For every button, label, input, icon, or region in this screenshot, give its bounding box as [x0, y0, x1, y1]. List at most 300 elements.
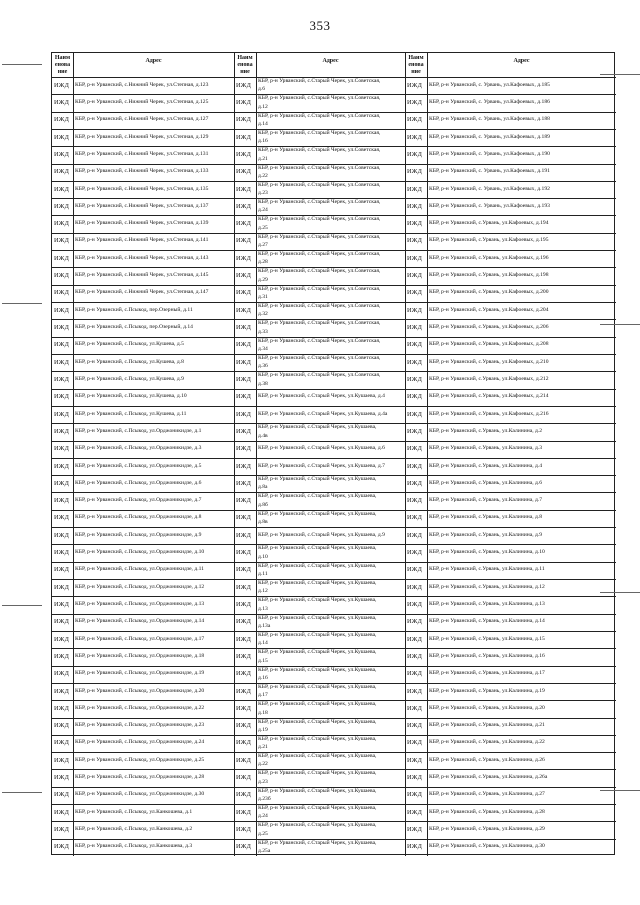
- row-type: ИЖД: [407, 704, 423, 712]
- row-type: ИЖД: [54, 445, 70, 453]
- row-address: КБР, р-н Урванский, с.Урвань, ул.Кафоевых, д.198: [429, 272, 549, 279]
- row-address: КБР, р-н Урванский, с.Урвань, ул.Кафоевых, д.206: [429, 324, 549, 330]
- row-address: КБР, р-н Урванский, с.Псыкод, ул.Орджоникидзе, д.8: [75, 514, 202, 521]
- row-address: КБР, р-н Урванский, с.Старый Черек, ул.Кушаева,: [258, 545, 377, 552]
- row-address-cont: д.22: [258, 172, 268, 179]
- row-type: ИЖД: [54, 722, 70, 730]
- row-address: КБР, р-н Урванский, с.Старый Черек, ул.Кушаева,: [258, 666, 377, 673]
- row-address: КБР, р-н Урванский, с.Урвань, ул.Калинина, д.7: [429, 497, 543, 504]
- row-type: ИЖД: [54, 514, 70, 522]
- row-address: КБР, р-н Урванский, с. Урвань, ул.Кафоевых, д.191: [429, 168, 550, 175]
- row-address: КБР, р-н Урванский, с.Псыкод, ул.Канкошева, д.2: [75, 826, 193, 833]
- row-type: ИЖД: [236, 375, 252, 383]
- row-type: ИЖД: [407, 272, 423, 280]
- row-type: ИЖД: [54, 462, 70, 470]
- address-table: [51, 52, 615, 855]
- row-type: ИЖД: [236, 306, 252, 314]
- row-address: КБР, р-н Урванский, с.Старый Черек, ул.Советская,: [258, 251, 381, 258]
- row-address: КБР, р-н Урванский, с.Псыкод, ул.Кушева, д.5: [75, 341, 184, 348]
- row-address: КБР, р-н Урванский, с.Старый Черек, ул.Кушаева,: [258, 597, 377, 604]
- row-type: ИЖД: [407, 843, 423, 851]
- row-type: ИЖД: [407, 393, 423, 401]
- row-address: КБР, р-н Урванский, с.Псыкод, ул.Орджоникидзе, д.7: [75, 497, 202, 504]
- row-address: КБР, р-н Урванский, с.Псыкод, ул.Орджоникидзе, д.3: [75, 445, 202, 452]
- row-address-cont: д.27: [258, 242, 268, 249]
- header-type-label: Наим енова ние: [237, 55, 253, 75]
- row-address-cont: д.12: [258, 588, 268, 595]
- row-type: ИЖД: [236, 531, 252, 539]
- row-divider: [52, 406, 616, 407]
- row-address: КБР, р-н Урванский, с.Псыкод, ул.Орджоникидзе, д.17: [75, 635, 205, 642]
- row-type: ИЖД: [54, 168, 70, 176]
- row-type: ИЖД: [236, 393, 252, 401]
- row-type: ИЖД: [236, 168, 252, 176]
- row-type: ИЖД: [236, 843, 252, 851]
- row-type: ИЖД: [236, 445, 252, 453]
- row-address: КБР, р-н Урванский, с.Урвань, ул.Калинина, д.10: [429, 549, 545, 556]
- row-address: КБР, р-н Урванский, с. Урвань, ул.Кафоевых, д.193: [429, 202, 550, 209]
- row-address: КБР, р-н Урванский, с.Старый Черек, ул.Кушаева,: [258, 839, 377, 846]
- row-address: КБР, р-н Урванский, с.Старый Черек, ул.Кушаева, д.4: [258, 393, 385, 400]
- row-address: КБР, р-н Урванский, с.Урвань, ул.Калинина, д.22: [429, 739, 545, 746]
- row-type: ИЖД: [54, 687, 70, 695]
- row-type: ИЖД: [54, 618, 70, 626]
- row-address: КБР, р-н Урванский, с.Урвань, ул.Кафоевых, д.208: [429, 341, 549, 348]
- row-address: КБР, р-н Урванский, с.Урвань, ул.Калинина, д.26а: [429, 774, 548, 781]
- row-address-cont: д.13: [258, 605, 268, 612]
- row-type: ИЖД: [54, 497, 70, 505]
- row-address: КБР, р-н Урванский, с.Псыкод, ул.Кушева, д.8: [75, 358, 184, 365]
- row-type: ИЖД: [236, 341, 252, 349]
- row-address: КБР, р-н Урванский, с.Старый Черек, ул.Советская,: [258, 78, 381, 84]
- row-address: КБР, р-н Урванский, с.Старый Черек, ул.Советская,: [258, 268, 381, 275]
- row-address: КБР, р-н Урванский, с.Псыкод, ул.Орджоникидзе, д.20: [75, 687, 205, 694]
- row-address-cont: д.22: [258, 761, 268, 768]
- row-type: ИЖД: [54, 98, 70, 106]
- row-address: КБР, р-н Урванский, с.Старый Черек, ул.Советская,: [258, 337, 381, 344]
- row-type: ИЖД: [236, 774, 252, 782]
- row-address: КБР, р-н Урванский, с.Урвань, ул.Калинина, д.30: [429, 843, 545, 850]
- row-type: ИЖД: [407, 185, 423, 193]
- row-address: КБР, р-н Урванский, с.Псыкод, ул.Орджоникидзе, д.11: [75, 566, 204, 573]
- row-address: КБР, р-н Урванский, с.Псыкод, ул.Кушева, д.10: [75, 393, 187, 400]
- row-address: КБР, р-н Урванский, с.Урвань, ул.Калинина, д.14: [429, 618, 545, 625]
- row-type: ИЖД: [236, 635, 252, 643]
- row-address: КБР, р-н Урванский, с.Старый Черек, ул.Кушаева,: [258, 493, 377, 500]
- row-address: КБР, р-н Урванский, с.Урвань, ул.Калинина, д.8: [429, 514, 543, 521]
- row-address: КБР, р-н Урванский, с. Урвань, ул.Кафоевых, д.192: [429, 185, 550, 192]
- row-type: ИЖД: [407, 549, 423, 557]
- row-address-cont: д.31: [258, 294, 268, 301]
- row-address: КБР, р-н Урванский, с.Урвань, ул.Калинина, д.9: [429, 531, 543, 538]
- row-address-cont: д.24: [258, 813, 268, 820]
- row-type: ИЖД: [407, 81, 423, 89]
- header-address-label: Адрес: [322, 58, 339, 64]
- row-address-cont: д.19: [258, 726, 268, 733]
- row-address: КБР, р-н Урванский, с.Псыкод, ул.Орджоникидзе, д.19: [75, 670, 205, 677]
- row-address: КБР, р-н Урванский, с.Урвань, ул.Калинина, д.17: [429, 670, 545, 677]
- row-address: КБР, р-н Урванский, с.Урвань, ул.Калинина, д.12: [429, 583, 545, 590]
- row-address: КБР, р-н Урванский, с.Псыкод, ул.Орджоникидзе, д.30: [75, 791, 205, 798]
- row-address: КБР, р-н Урванский, с.Псыкод, ул.Орджоникидзе, д.28: [75, 774, 205, 781]
- row-address: КБР, р-н Урванский, с.Урвань, ул.Кафоевых, д.200: [429, 289, 549, 296]
- row-type: ИЖД: [54, 808, 70, 816]
- row-type: ИЖД: [407, 445, 423, 453]
- row-type: ИЖД: [54, 549, 70, 557]
- row-type: ИЖД: [54, 600, 70, 608]
- row-type: ИЖД: [54, 341, 70, 349]
- row-address-cont: д.4в: [258, 432, 268, 439]
- row-address: КБР, р-н Урванский, с.Псыкод, ул.Орджоникидзе, д.23: [75, 722, 205, 729]
- row-type: ИЖД: [407, 531, 423, 539]
- row-type: ИЖД: [236, 462, 252, 470]
- row-type: ИЖД: [236, 98, 252, 106]
- row-address: КБР, р-н Урванский, с.Старый Черек, ул.Кушаева,: [258, 753, 377, 760]
- row-type: ИЖД: [236, 202, 252, 210]
- row-address-cont: д.34: [258, 345, 268, 352]
- row-address-cont: д.8в: [258, 519, 268, 526]
- row-address-cont: д.33: [258, 328, 268, 335]
- row-type: ИЖД: [236, 81, 252, 89]
- row-type: ИЖД: [236, 272, 252, 280]
- row-address: КБР, р-н Урванский, с.Нижний Черек, ул.Степная, д.145: [75, 272, 209, 279]
- row-type: ИЖД: [236, 514, 252, 522]
- row-address-cont: д.17: [258, 692, 268, 699]
- row-type: ИЖД: [407, 306, 423, 314]
- row-address: КБР, р-н Урванский, с.Старый Черек, ул.Кушаева,: [258, 476, 377, 483]
- row-type: ИЖД: [54, 566, 70, 574]
- row-address-cont: д.10: [258, 553, 268, 560]
- row-address: КБР, р-н Урванский, с.Урвань, ул.Кафоевых, д.216: [429, 410, 549, 417]
- row-type: ИЖД: [236, 756, 252, 764]
- row-address-cont: д.18: [258, 709, 268, 716]
- row-address: КБР, р-н Урванский, с.Старый Черек, ул.Советская,: [258, 164, 381, 171]
- row-address: КБР, р-н Урванский, с.Урвань, ул.Калинина, д.16: [429, 652, 545, 659]
- row-type: ИЖД: [54, 652, 70, 660]
- row-type: ИЖД: [236, 722, 252, 730]
- row-address: КБР, р-н Урванский, с.Урвань, ул.Калинина, д.27: [429, 791, 545, 798]
- row-type: ИЖД: [236, 791, 252, 799]
- row-type: ИЖД: [407, 375, 423, 383]
- row-address: КБР, р-н Урванский, с.Старый Черек, ул.Кушаева,: [258, 683, 377, 690]
- row-type: ИЖД: [54, 774, 70, 782]
- row-type: ИЖД: [407, 133, 423, 141]
- row-type: ИЖД: [54, 306, 70, 314]
- row-address-cont: д.25: [258, 224, 268, 231]
- row-type: ИЖД: [407, 826, 423, 834]
- row-address: КБР, р-н Урванский, с.Старый Черек, ул.Кушаева,: [258, 735, 377, 742]
- row-type: ИЖД: [407, 324, 423, 331]
- row-address: КБР, р-н Урванский, с.Старый Черек, ул.Кушаева,: [258, 701, 377, 708]
- row-address: КБР, р-н Урванский, с.Псыкод, ул.Кушева, д.11: [75, 410, 187, 417]
- row-type: ИЖД: [407, 670, 423, 678]
- row-type: ИЖД: [54, 254, 70, 262]
- row-type: ИЖД: [54, 427, 70, 435]
- row-type: ИЖД: [407, 462, 423, 470]
- row-address-cont: д.11: [258, 571, 268, 578]
- row-type: ИЖД: [407, 497, 423, 505]
- row-address: КБР, р-н Урванский, с.Старый Черек, ул.Советская,: [258, 199, 381, 206]
- row-address: КБР, р-н Урванский, с.Нижний Черек, ул.Степная, д.147: [75, 289, 209, 296]
- row-type: ИЖД: [236, 116, 252, 124]
- row-address: КБР, р-н Урванский, с.Урвань, ул.Калинина, д.26: [429, 756, 545, 763]
- row-type: ИЖД: [407, 722, 423, 730]
- row-address: КБР, р-н Урванский, с.Нижний Черек, ул.Степная, д.143: [75, 254, 209, 261]
- row-address: КБР, р-н Урванский, с.Старый Черек, ул.Советская,: [258, 181, 381, 188]
- row-address-cont: д.28: [258, 259, 268, 266]
- row-type: ИЖД: [236, 618, 252, 626]
- row-type: ИЖД: [54, 358, 70, 366]
- row-type: ИЖД: [407, 479, 423, 487]
- row-address: КБР, р-н Урванский, с.Старый Черек, ул.Советская,: [258, 372, 381, 379]
- row-address: КБР, р-н Урванский, с.Старый Черек, ул.Советская,: [258, 112, 381, 119]
- row-type: ИЖД: [54, 116, 70, 124]
- row-type: ИЖД: [407, 583, 423, 591]
- scan-mark: [600, 324, 640, 325]
- row-address: КБР, р-н Урванский, с. Урвань, ул.Кафоевых, д.188: [429, 116, 550, 123]
- row-type: ИЖД: [54, 150, 70, 158]
- row-type: ИЖД: [54, 393, 70, 401]
- row-address: КБР, р-н Урванский, с.Урвань, ул.Калинина, д.19: [429, 687, 545, 694]
- row-address-cont: д.29: [258, 276, 268, 283]
- row-address: КБР, р-н Урванский, с.Старый Черек, ул.Кушаева,: [258, 649, 377, 656]
- row-type: ИЖД: [236, 185, 252, 193]
- row-type: ИЖД: [54, 756, 70, 764]
- row-address: КБР, р-н Урванский, с.Псыкод, ул.Орджоникидзе, д.14: [75, 618, 205, 625]
- row-type: ИЖД: [54, 791, 70, 799]
- row-type: ИЖД: [236, 324, 252, 331]
- row-address: КБР, р-н Урванский, с.Нижний Черек, ул.Степная, д.135: [75, 185, 209, 192]
- header-address-label: Адрес: [145, 58, 162, 64]
- row-type: ИЖД: [407, 635, 423, 643]
- header-type-label: Наим енова ние: [408, 55, 424, 75]
- row-address: КБР, р-н Урванский, с.Нижний Черек, ул.Степная, д.127: [75, 116, 209, 123]
- row-address: КБР, р-н Урванский, с.Псыкод, ул.Орджоникидзе, д.13: [75, 600, 205, 607]
- row-type: ИЖД: [236, 289, 252, 297]
- row-type: ИЖД: [54, 185, 70, 193]
- row-type: ИЖД: [54, 739, 70, 747]
- row-type: ИЖД: [236, 826, 252, 834]
- row-address-cont: д.8а: [258, 484, 268, 491]
- row-type: ИЖД: [407, 289, 423, 297]
- row-address: КБР, р-н Урванский, с.Псыкод, ул.Канкошева, д.1: [75, 808, 193, 815]
- row-address: КБР, р-н Урванский, с.Старый Черек, ул.Кушаева, д.7: [258, 462, 385, 469]
- row-address: КБР, р-н Урванский, с.Старый Черек, ул.Кушаева,: [258, 424, 377, 431]
- row-address: КБР, р-н Урванский, с.Урвань, ул.Калинина, д.21: [429, 722, 545, 729]
- row-address: КБР, р-н Урванский, с.Старый Черек, ул.Кушаева,: [258, 580, 377, 587]
- row-type: ИЖД: [54, 220, 70, 228]
- row-divider: [52, 441, 616, 442]
- row-address-cont: д.38: [258, 380, 268, 387]
- row-type: ИЖД: [407, 202, 423, 210]
- scan-mark: [600, 592, 640, 593]
- row-address-cont: д.6: [258, 86, 266, 93]
- row-type: ИЖД: [236, 600, 252, 608]
- row-address: КБР, р-н Урванский, с.Старый Черек, ул.Советская,: [258, 320, 381, 327]
- row-address-cont: д.12: [258, 103, 268, 110]
- row-type: ИЖД: [236, 670, 252, 678]
- row-address: КБР, р-н Урванский, с.Урвань, ул.Кафоевых, д.204: [429, 306, 549, 313]
- row-address-cont: д.36: [258, 363, 268, 370]
- row-address: КБР, р-н Урванский, с.Урвань, ул.Калинина, д.15: [429, 635, 545, 642]
- row-type: ИЖД: [236, 133, 252, 141]
- row-type: ИЖД: [54, 202, 70, 210]
- row-type: ИЖД: [54, 670, 70, 678]
- row-type: ИЖД: [236, 652, 252, 660]
- row-type: ИЖД: [236, 704, 252, 712]
- row-address: КБР, р-н Урванский, с.Нижний Черек, ул.Степная, д.137: [75, 202, 209, 209]
- row-type: ИЖД: [54, 81, 70, 89]
- row-address-cont: д.14: [258, 640, 268, 647]
- row-address-cont: д.23: [258, 778, 268, 785]
- row-address: КБР, р-н Урванский, с.Старый Черек, ул.Советская,: [258, 216, 381, 223]
- row-type: ИЖД: [54, 289, 70, 297]
- row-type: ИЖД: [54, 410, 70, 418]
- row-address: КБР, р-н Урванский, с.Старый Черек, ул.Кушаева,: [258, 822, 377, 829]
- row-type: ИЖД: [236, 254, 252, 262]
- row-address: КБР, р-н Урванский, с.Урвань, ул.Калинина, д.3: [429, 445, 543, 452]
- row-address: КБР, р-н Урванский, с.Старый Черек, ул.Кушаева, д.6: [258, 445, 385, 452]
- row-address: КБР, р-н Урванский, с.Псыкод, ул.Орджоникидзе, д.10: [75, 549, 205, 556]
- header-type-label: Наим енова ние: [54, 55, 71, 75]
- row-address-cont: д.25: [258, 830, 268, 837]
- row-address: КБР, р-н Урванский, с.Урвань, ул.Калинина, д.13: [429, 600, 545, 607]
- scan-mark: [600, 74, 640, 75]
- row-address: КБР, р-н Урванский, с.Урвань, ул.Калинина, д.29: [429, 826, 545, 833]
- row-address: КБР, р-н Урванский, с.Нижний Черек, ул.Степная, д.123: [75, 81, 209, 88]
- scan-mark: [2, 605, 42, 606]
- row-address: КБР, р-н Урванский, с.Старый Черек, ул.Советская,: [258, 354, 381, 361]
- row-address: КБР, р-н Урванский, с.Псыкод, ул.Орджоникидзе, д.24: [75, 739, 205, 746]
- page-number: 353: [309, 18, 331, 33]
- row-address: КБР, р-н Урванский, с.Псыкод, ул.Орджоникидзе, д.22: [75, 704, 205, 711]
- row-address: КБР, р-н Урванский, с.Урвань, ул.Кафоевых, д.214: [429, 393, 549, 400]
- row-divider: [52, 527, 616, 528]
- row-address-cont: д.24: [258, 207, 268, 214]
- row-address-cont: д.15: [258, 657, 268, 664]
- row-address-cont: д.21: [258, 744, 268, 751]
- row-type: ИЖД: [407, 358, 423, 366]
- row-type: ИЖД: [236, 358, 252, 366]
- row-address-cont: д.14: [258, 120, 268, 127]
- row-address: КБР, р-н Урванский, с.Урвань, ул.Калинина, д.6: [429, 479, 543, 486]
- row-divider: [52, 389, 616, 390]
- row-address: КБР, р-н Урванский, с.Урвань, ул.Калинина, д.28: [429, 808, 545, 815]
- row-type: ИЖД: [407, 514, 423, 522]
- row-type: ИЖД: [407, 618, 423, 626]
- row-type: ИЖД: [407, 566, 423, 574]
- row-type: ИЖД: [54, 237, 70, 245]
- row-address-cont: д.16: [258, 674, 268, 681]
- row-type: ИЖД: [407, 808, 423, 816]
- row-address: КБР, р-н Урванский, с.Старый Черек, ул.Кушаева,: [258, 718, 377, 725]
- row-address: КБР, р-н Урванский, с.Старый Черек, ул.Кушаева,: [258, 562, 377, 569]
- row-address: КБР, р-н Урванский, с.Нижний Черек, ул.Степная, д.141: [75, 237, 209, 244]
- row-divider: [52, 458, 616, 459]
- row-type: ИЖД: [407, 600, 423, 608]
- row-address: КБР, р-н Урванский, с.Старый Черек, ул.Кушаева,: [258, 631, 377, 638]
- header-address-label: Адрес: [513, 58, 530, 64]
- row-type: ИЖД: [407, 237, 423, 245]
- row-type: ИЖД: [54, 375, 70, 383]
- row-type: ИЖД: [407, 254, 423, 262]
- row-address: КБР, р-н Урванский, с.Псыкод, ул.Орджоникидзе, д.25: [75, 756, 205, 763]
- row-type: ИЖД: [236, 410, 252, 418]
- row-address-cont: д.25а: [258, 848, 271, 854]
- row-type: ИЖД: [407, 791, 423, 799]
- row-address: КБР, р-н Урванский, с.Нижний Черек, ул.Степная, д.131: [75, 150, 209, 157]
- row-type: ИЖД: [407, 756, 423, 764]
- row-address: КБР, р-н Урванский, с.Старый Черек, ул.Кушаева,: [258, 787, 377, 794]
- row-type: ИЖД: [407, 774, 423, 782]
- row-address: КБР, р-н Урванский, с.Псыкод, ул.Орджоникидзе, д.6: [75, 479, 202, 486]
- row-type: ИЖД: [407, 150, 423, 158]
- scan-mark: [2, 303, 42, 304]
- row-address: КБР, р-н Урванский, с.Старый Черек, ул.Советская,: [258, 233, 381, 240]
- row-address-cont: д.16: [258, 138, 268, 145]
- row-type: ИЖД: [407, 739, 423, 747]
- row-type: ИЖД: [236, 479, 252, 487]
- row-address-cont: д.23б: [258, 796, 271, 803]
- row-address: КБР, р-н Урванский, с.Урвань, ул.Кафоевых, д.196: [429, 254, 549, 261]
- row-type: ИЖД: [54, 635, 70, 643]
- row-type: ИЖД: [54, 704, 70, 712]
- row-address: КБР, р-н Урванский, с.Псыкод, ул.Канкошева, д.3: [75, 843, 193, 850]
- row-address-cont: д.32: [258, 311, 268, 318]
- row-type: ИЖД: [407, 652, 423, 660]
- scan-mark: [600, 790, 640, 791]
- row-address: КБР, р-н Урванский, с.Псыкод, ул.Кушева, д.9: [75, 375, 184, 382]
- row-address: КБР, р-н Урванский, с.Урвань, ул.Кафоевых, д.212: [429, 375, 549, 382]
- row-address: КБР, р-н Урванский, с.Старый Черек, ул.Советская,: [258, 129, 381, 136]
- row-type: ИЖД: [407, 341, 423, 349]
- row-address: КБР, р-н Урванский, с.Псыкод, ул.Орджоникидзе, д.18: [75, 652, 205, 659]
- row-address: КБР, р-н Урванский, с.Нижний Черек, ул.Степная, д.139: [75, 220, 209, 227]
- scan-mark: [2, 64, 42, 65]
- row-type: ИЖД: [407, 220, 423, 228]
- row-address: КБР, р-н Урванский, с.Урвань, ул.Кафоевых, д.194: [429, 220, 549, 227]
- row-type: ИЖД: [236, 427, 252, 435]
- row-address: КБР, р-н Урванский, с.Старый Черек, ул.Кушаева,: [258, 770, 377, 777]
- row-type: ИЖД: [54, 531, 70, 539]
- row-address: КБР, р-н Урванский, с.Старый Черек, ул.Кушаева,: [258, 614, 377, 621]
- row-address: КБР, р-н Урванский, с.Старый Черек, ул.Кушаева, д.9: [258, 531, 385, 538]
- row-type: ИЖД: [54, 133, 70, 141]
- row-type: ИЖД: [236, 566, 252, 574]
- row-address: КБР, р-н Урванский, с.Нижний Черек, ул.Степная, д.133: [75, 168, 209, 175]
- row-type: ИЖД: [54, 826, 70, 834]
- row-address: КБР, р-н Урванский, с. Урвань, ул.Кафоевых, д.190: [429, 150, 550, 157]
- row-address-cont: д.13а: [258, 622, 271, 629]
- row-address-cont: д.23: [258, 190, 268, 197]
- row-type: ИЖД: [54, 583, 70, 591]
- scan-mark: [2, 792, 42, 793]
- row-type: ИЖД: [407, 98, 423, 106]
- row-address: КБР, р-н Урванский, с.Урвань, ул.Кафоевых, д.195: [429, 237, 549, 244]
- row-address: КБР, р-н Урванский, с. Урвань, ул.Кафоевых, д.185: [429, 81, 550, 88]
- row-address: КБР, р-н Урванский, с.Урвань, ул.Калинина, д.20: [429, 704, 545, 711]
- row-address: КБР, р-н Урванский, с.Старый Черек, ул.Советская,: [258, 303, 381, 310]
- row-type: ИЖД: [236, 220, 252, 228]
- row-address-cont: д.8б: [258, 501, 268, 508]
- row-type: ИЖД: [54, 479, 70, 487]
- row-type: ИЖД: [54, 843, 70, 851]
- row-address: КБР, р-н Урванский, с.Урвань, ул.Калинина, д.11: [429, 566, 545, 573]
- row-type: ИЖД: [54, 324, 70, 331]
- row-address: КБР, р-н Урванский, с.Старый Черек, ул.Кушаева,: [258, 805, 377, 812]
- row-address: КБР, р-н Урванский, с.Псыкод, ул.Орджоникидзе, д.5: [75, 462, 202, 469]
- row-address: КБР, р-н Урванский, с. Урвань, ул.Кафоевых, д.189: [429, 133, 550, 140]
